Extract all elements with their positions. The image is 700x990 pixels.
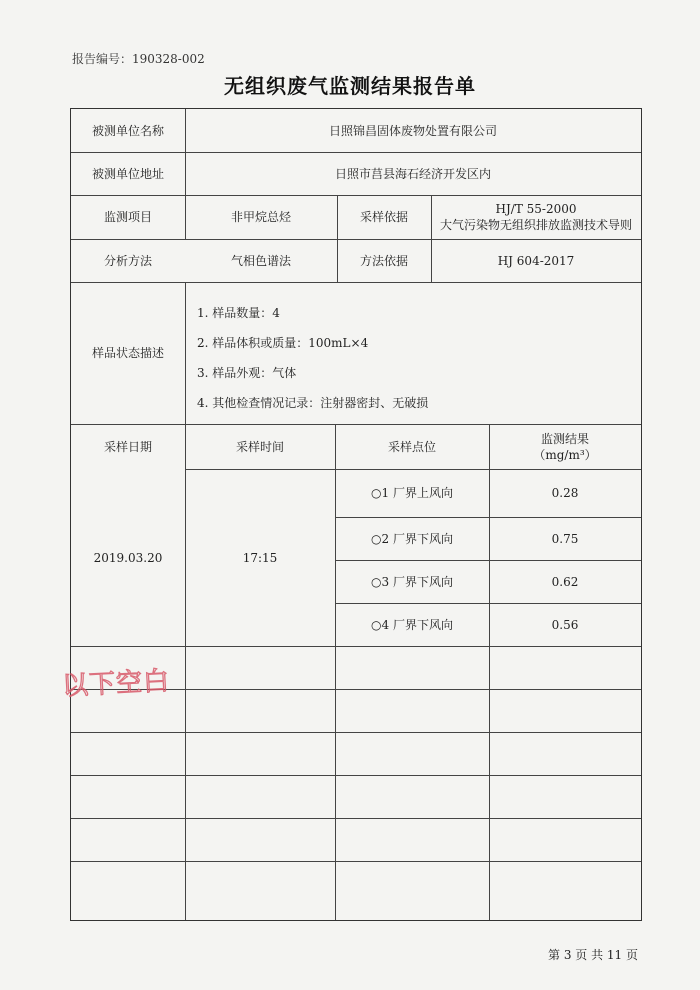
table-row-value-1: 0.28 bbox=[551, 486, 579, 500]
page-number: 第 3 页 共 11 页 bbox=[548, 948, 638, 962]
monitoring-item-label: 监测项目 bbox=[103, 210, 152, 224]
col-result-unit: （mg/m³） bbox=[533, 447, 597, 462]
blank-below-stamp: 以下空白 bbox=[61, 666, 171, 702]
page-title: 无组织废气监测结果报告单 bbox=[224, 74, 476, 98]
table-row-value-4: 0.56 bbox=[551, 617, 579, 632]
monitoring-item-value: 非甲烷总烃 bbox=[230, 210, 291, 224]
sample-status-label: 样品状态描述 bbox=[91, 346, 164, 360]
table-row-point-4: ○4 厂界下风向 bbox=[371, 617, 453, 632]
col-result-title: 监测结果 bbox=[540, 431, 589, 446]
sample-line-2: 2. 样品体积或质量：100mL×4 bbox=[197, 336, 369, 350]
sampling-basis-name: 大气污染物无组织排放监测技术导则 bbox=[439, 218, 632, 232]
unit-address-label: 被测单位地址 bbox=[91, 166, 164, 181]
sample-line-3: 3. 样品外观：气体 bbox=[197, 366, 297, 380]
col-sampling-time: 采样时间 bbox=[235, 439, 284, 454]
sample-line-4: 4. 其他检查情况记录：注射器密封、无破损 bbox=[197, 396, 429, 410]
sampling-date-value: 2019.03.20 bbox=[93, 550, 163, 565]
sampling-basis-label: 采样依据 bbox=[359, 210, 408, 224]
analysis-method-label: 分析方法 bbox=[103, 253, 152, 268]
report-table bbox=[70, 108, 642, 921]
unit-name-value: 日照锦昌固体废物处置有限公司 bbox=[328, 123, 497, 138]
method-basis-value: HJ 604-2017 bbox=[497, 253, 575, 268]
sample-line-1: 1. 样品数量：4 bbox=[197, 306, 280, 320]
unit-name-label: 被测单位名称 bbox=[91, 123, 164, 138]
table-row-point-2: ○2 厂界下风向 bbox=[371, 531, 453, 546]
col-monitoring-result bbox=[489, 424, 641, 469]
col-sampling-date: 采样日期 bbox=[103, 439, 152, 454]
table-row-value-3: 0.62 bbox=[551, 574, 579, 589]
sampling-basis-value bbox=[431, 195, 641, 239]
table-row-value-2: 0.75 bbox=[551, 531, 579, 546]
unit-address-value: 日照市莒县海石经济开发区内 bbox=[334, 166, 491, 181]
table-row-point-3: ○3 厂界下风向 bbox=[371, 574, 453, 589]
sample-status-list bbox=[197, 305, 428, 425]
analysis-method-value: 气相色谱法 bbox=[230, 253, 291, 268]
sampling-time-value: 17:15 bbox=[242, 550, 278, 565]
method-basis-label: 方法依据 bbox=[359, 253, 408, 268]
sampling-basis-code: HJ/T 55-2000 bbox=[495, 202, 577, 216]
table-row-point-1: ○1 厂界上风向 bbox=[371, 486, 453, 500]
col-sampling-point: 采样点位 bbox=[387, 439, 436, 454]
report-number: 报告编号：190328-002 bbox=[72, 52, 205, 66]
